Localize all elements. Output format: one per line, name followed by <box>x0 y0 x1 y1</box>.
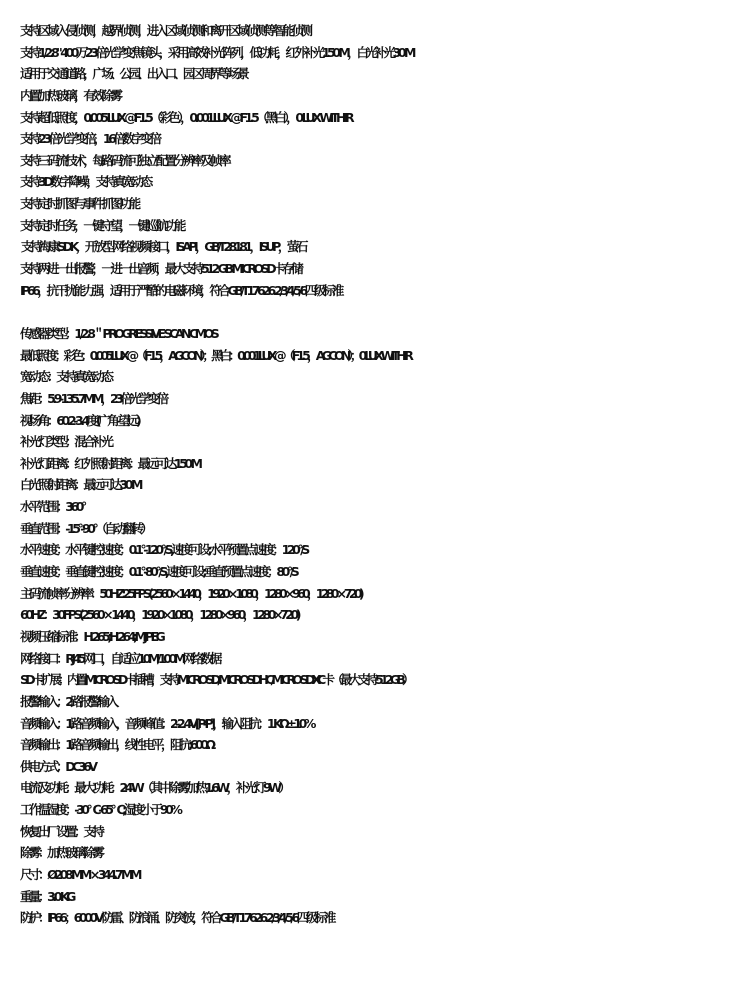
feature-line: 支持3D数字降噪，支持真宽动态 <box>20 174 150 190</box>
feature-line: 支持三码流技术，每路码流可独立配置分辨率及帧率 <box>20 152 229 168</box>
spec-line: 补光灯距离：红外照射距离：最远可达150 M <box>20 455 200 471</box>
spec-line: 补光灯类型：混合补光 <box>20 434 111 450</box>
spec-line: 恢复出厂设置：支持 <box>20 823 102 839</box>
spec-line: 防护：IP66；6000V 防雷、防浪涌、防突波，符合GB/T17626.2/3/4/5/6四级标准 <box>20 910 333 926</box>
spec-line: 最低照度：彩色：0.005LUX @（F1.5，AGC ON）；黑白：0.001LUX @（F1.5，AGC ON）；0 LUX WITH IR <box>20 347 411 363</box>
spec-line: SD卡扩展：内置MICRO SD卡插槽，支持MICRO SD/MICRO SDHC/MICRO SDXC卡（最大支持512GB） <box>20 672 411 688</box>
spec-line: 电流及功耗：最大功耗：24 W（其中除雾加热1.6W，补光灯9W） <box>20 780 288 796</box>
spec-line: 垂直速度：垂直键控速度：0.1°-80°/S,速度可设;垂直预置点速度：80°/S <box>20 564 297 580</box>
spec-line: 60HZ：30FPS(2560 × 1440，1920×1080，1280×960，1280×720) <box>20 607 299 623</box>
feature-line: 支持定时任务，一键守望，一键巡航功能 <box>20 217 183 233</box>
spec-line: 重量：3.0 KG <box>20 888 73 904</box>
feature-line: 支持海康SDK，开放型网络视频接口，ISAPI，GB/T28181，ISUP，萤石 <box>20 239 305 255</box>
spec-line: 主码流帧率分辨率：50HZ:25FPS(2560 × 1440，1920 × 1080，1280 × 960，1280 × 720) <box>20 585 361 601</box>
spec-line: 垂直范围：-15°-90°（自动翻转） <box>20 520 150 536</box>
feature-line: 支持两进一出报警，一进一出音频，最大支持512 GB MICROSD卡存储 <box>20 261 301 277</box>
spec-sheet-text <box>20 20 748 929</box>
section-divider <box>20 301 748 323</box>
spec-line: 水平速度：水平键控速度：0.1°-120°/S,速度可设;水平预置点速度：120°/S <box>20 542 307 558</box>
spec-line: 尺寸：Ø208 MM × 344.7 MM <box>20 866 139 882</box>
spec-line: 视场角：60.2-3.4度(广角-望远) <box>20 412 139 428</box>
feature-line: 支持定时抓图与事件抓图功能 <box>20 196 138 212</box>
feature-line: IP66，抗干扰能力强，适用于严酷的电磁环境，符合GB/T17626.2/3/4/5/6四级标准 <box>20 282 341 298</box>
spec-line: 宽动态：支持真宽动态 <box>20 369 111 385</box>
spec-line: 除雾：加热玻璃除雾 <box>20 845 102 861</box>
spec-line: 传感器类型：1/2.8＂ PROGRESSIVE SCAN CMOS <box>20 325 217 341</box>
feature-line: 支持1/2.8" 400万23倍光学变焦镜头，采用高效补光阵列，低功耗，红外补光150 M，白光补光30 M <box>20 44 414 60</box>
spec-line: 供电方式：DC36V <box>20 758 95 774</box>
feature-line: 内置加热玻璃，有效除雾 <box>20 87 120 103</box>
spec-line: 报警输入：2路报警输入 <box>20 693 116 709</box>
spec-line: 焦距：5.9-135.7MM，23倍光学变倍 <box>20 390 166 406</box>
spec-line: 网络接口：RJ45网口，自适应10M/100M网络数据 <box>20 650 219 666</box>
spec-line: 视频压缩标准：H.265;H.264;MJPEG <box>20 628 163 644</box>
feature-line: 支持区域入侵侦测，越界侦测，进入区域侦测和离开区域侦测等智能侦测 <box>20 23 310 38</box>
feature-line: 支持超低照度，0.005 LUX @F1.5（彩色），0.001 LUX @F1.5（黑白），0 LUX WITH IR <box>20 109 352 125</box>
feature-line: 适用于交通道路，广场、公园、出入口、园区周界等场景 <box>20 66 247 82</box>
spec-line: 水平范围：360° <box>20 499 84 515</box>
spec-line: 音频输出：1路音频输出，线性电平，阻抗:600Ω <box>20 737 213 753</box>
feature-line: 支持23倍光学变倍，16倍数字变倍 <box>20 131 159 147</box>
spec-line: 音频输入：1路音频输入，音频峰值：2-2.4V[P-P]，输入阻抗：1 KΩ±10% <box>20 715 313 731</box>
spec-line: 工作温湿度：-30℃-65℃;湿度小于90% <box>20 802 180 818</box>
spec-line: 白光照射距离：最远可达30 M <box>20 477 140 493</box>
